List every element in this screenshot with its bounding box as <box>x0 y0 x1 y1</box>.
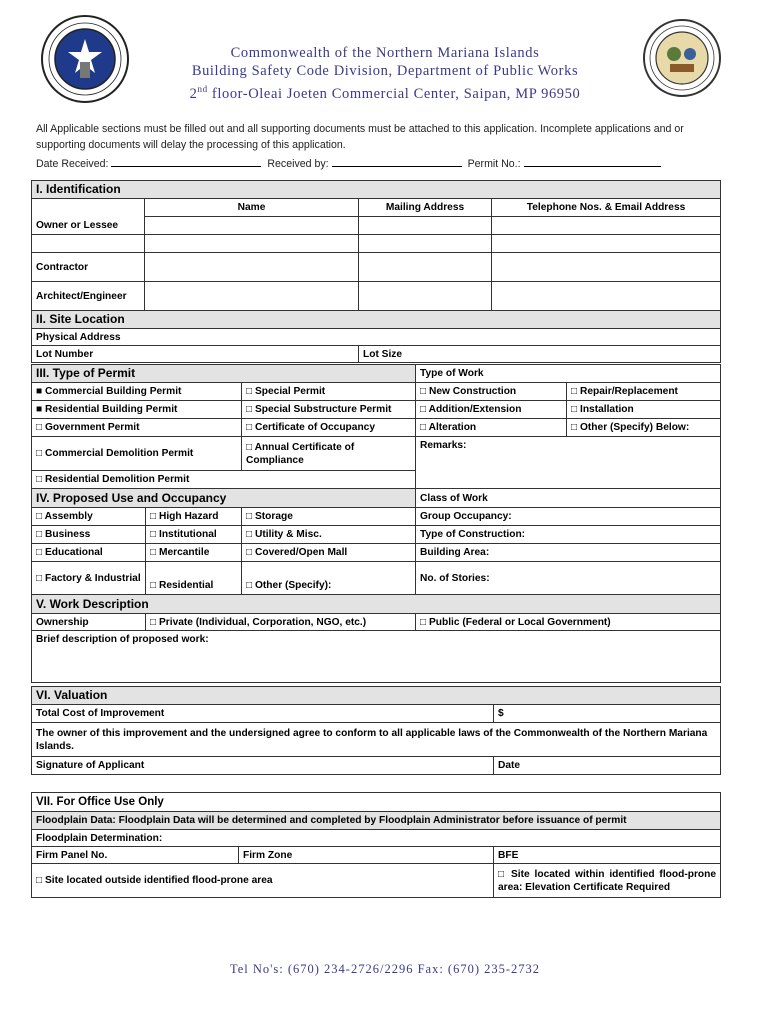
section-3-title: III. Type of Permit <box>32 365 416 383</box>
section-permit-type <box>31 364 720 683</box>
factory-checkbox[interactable]: □ Factory & Industrial <box>32 562 146 595</box>
signature-field[interactable]: Signature of Applicant <box>32 757 494 775</box>
architect-name-field[interactable] <box>145 282 359 311</box>
section-6-title: VI. Valuation <box>32 687 721 705</box>
within-flood-area-checkbox[interactable]: □ Site located within identified flood-prone area: Elevation Certificate Required <box>494 864 721 898</box>
repair-checkbox[interactable]: □ Repair/Replacement <box>567 383 721 401</box>
group-occupancy-field[interactable]: Group Occupancy: <box>416 508 721 526</box>
public-checkbox[interactable]: □ Public (Federal or Local Government) <box>416 614 721 631</box>
government-checkbox[interactable]: □ Government Permit <box>32 419 242 437</box>
assembly-checkbox[interactable]: □ Assembly <box>32 508 146 526</box>
footer-contact: Tel No's: (670) 234-2726/2296 Fax: (670) 235-2732 <box>229 962 541 976</box>
institutional-checkbox[interactable]: □ Institutional <box>146 526 242 544</box>
brief-description-field[interactable]: Brief description of proposed work: <box>32 631 721 683</box>
header-line-3-pre: 2 <box>189 85 198 102</box>
header-line-3-rest: floor-Oleai Joeten Commercial Center, Saipan, MP 96950 <box>207 85 581 102</box>
floodplain-determination-label: Floodplain Determination: <box>32 830 721 847</box>
firm-zone-field[interactable]: Firm Zone <box>239 847 494 864</box>
utility-checkbox[interactable]: □ Utility & Misc. <box>242 526 416 544</box>
contractor-name-field[interactable] <box>145 253 359 282</box>
owner-name-field[interactable] <box>145 217 359 235</box>
ownership-label: Ownership <box>32 614 146 631</box>
header-line-3-sup: nd <box>197 84 208 94</box>
section-site-location <box>31 310 720 363</box>
stories-field[interactable]: No. of Stories: <box>416 562 721 595</box>
col-name-header: Name <box>145 199 359 217</box>
intro-text: All Applicable sections must be filled out and all supporting documents must be attached to this application. Incomplete applications and or supporting documents will delay the processing of this application. <box>36 123 684 151</box>
date-received-field[interactable] <box>111 156 261 167</box>
special-substructure-checkbox[interactable]: □ Special Substructure Permit <box>242 401 416 419</box>
high-hazard-checkbox[interactable]: □ High Hazard <box>146 508 242 526</box>
physical-address-field[interactable]: Physical Address <box>32 329 721 346</box>
firm-panel-field[interactable]: Firm Panel No. <box>32 847 239 864</box>
new-construction-checkbox[interactable]: □ New Construction <box>416 383 567 401</box>
section-7-title: VII. For Office Use Only <box>32 793 721 812</box>
agreement-text: The owner of this improvement and the undersigned agree to conform to all applicable laws of the Commonwealth of the Northern Mariana Islands. <box>32 723 721 757</box>
header-line-1: Commonwealth of the Northern Mariana Islands <box>230 45 540 61</box>
total-cost-label: Total Cost of Improvement <box>32 705 494 723</box>
signature-date-field[interactable]: Date <box>494 757 721 775</box>
commercial-building-checkbox[interactable]: ■ Commercial Building Permit <box>32 383 242 401</box>
lot-number-field[interactable]: Lot Number <box>32 346 359 363</box>
owner-phone-field[interactable] <box>492 217 721 235</box>
residential-use-checkbox[interactable]: □ Residential <box>146 562 242 595</box>
section-2-title: II. Site Location <box>32 311 721 329</box>
floodplain-data-text: Floodplain Data: Floodplain Data will be determined and completed by Floodplain Administrator before issuance of permit <box>32 812 721 830</box>
section-5-title: V. Work Description <box>32 595 721 614</box>
date-received-row <box>36 156 664 170</box>
col-phone-header: Telephone Nos. & Email Address <box>492 199 721 217</box>
covered-mall-checkbox[interactable]: □ Covered/Open Mall <box>242 544 416 562</box>
header-line-3 <box>0 80 770 103</box>
received-by-label: Received by: <box>267 158 329 170</box>
installation-checkbox[interactable]: □ Installation <box>567 401 721 419</box>
owner-label: Owner or Lessee <box>32 217 145 235</box>
alteration-checkbox[interactable]: □ Alteration <box>416 419 567 437</box>
business-checkbox[interactable]: □ Business <box>32 526 146 544</box>
section-valuation <box>31 686 720 775</box>
permit-no-field[interactable] <box>524 156 661 167</box>
residential-demolition-checkbox[interactable]: □ Residential Demolition Permit <box>32 471 416 489</box>
col-mailing-header: Mailing Address <box>359 199 492 217</box>
bfe-field[interactable]: BFE <box>494 847 721 864</box>
private-checkbox[interactable]: □ Private (Individual, Corporation, NGO, etc.) <box>146 614 416 631</box>
type-of-work-label: Type of Work <box>416 365 721 383</box>
contractor-label: Contractor <box>32 253 145 282</box>
header-line-2: Building Safety Code Division, Department of Public Works <box>191 63 579 79</box>
section-4-title: IV. Proposed Use and Occupancy <box>32 489 416 508</box>
mercantile-checkbox[interactable]: □ Mercantile <box>146 544 242 562</box>
lot-size-field[interactable]: Lot Size <box>359 346 721 363</box>
educational-checkbox[interactable]: □ Educational <box>32 544 146 562</box>
other-specify-checkbox[interactable]: □ Other (Specify): <box>242 562 416 595</box>
received-by-field[interactable] <box>332 156 462 167</box>
commercial-demolition-checkbox[interactable]: □ Commercial Demolition Permit <box>32 437 242 471</box>
date-received-label: Date Received: <box>36 158 109 170</box>
other-below-checkbox[interactable]: □ Other (Specify) Below: <box>567 419 721 437</box>
special-permit-checkbox[interactable]: □ Special Permit <box>242 383 416 401</box>
section-1-title: I. Identification <box>32 181 721 199</box>
owner-mail-field[interactable] <box>359 217 492 235</box>
permit-no-label: Permit No.: <box>467 158 521 170</box>
letterhead <box>0 44 770 103</box>
section-identification <box>31 180 720 311</box>
total-cost-field[interactable]: $ <box>494 705 721 723</box>
residential-building-checkbox[interactable]: ■ Residential Building Permit <box>32 401 242 419</box>
class-of-work-label: Class of Work <box>416 489 721 508</box>
certificate-occupancy-checkbox[interactable]: □ Certificate of Occupancy <box>242 419 416 437</box>
storage-checkbox[interactable]: □ Storage <box>242 508 416 526</box>
outside-flood-area-checkbox[interactable]: □ Site located outside identified flood-prone area <box>32 864 494 898</box>
addition-checkbox[interactable]: □ Addition/Extension <box>416 401 567 419</box>
architect-label: Architect/Engineer <box>32 282 145 311</box>
building-area-field[interactable]: Building Area: <box>416 544 721 562</box>
type-construction-field[interactable]: Type of Construction: <box>416 526 721 544</box>
annual-certificate-checkbox[interactable]: □ Annual Certificate of Compliance <box>242 437 416 471</box>
owner-name-field-2[interactable] <box>145 235 359 253</box>
remarks-field[interactable]: Remarks: <box>416 437 721 489</box>
section-office-use <box>31 792 720 898</box>
